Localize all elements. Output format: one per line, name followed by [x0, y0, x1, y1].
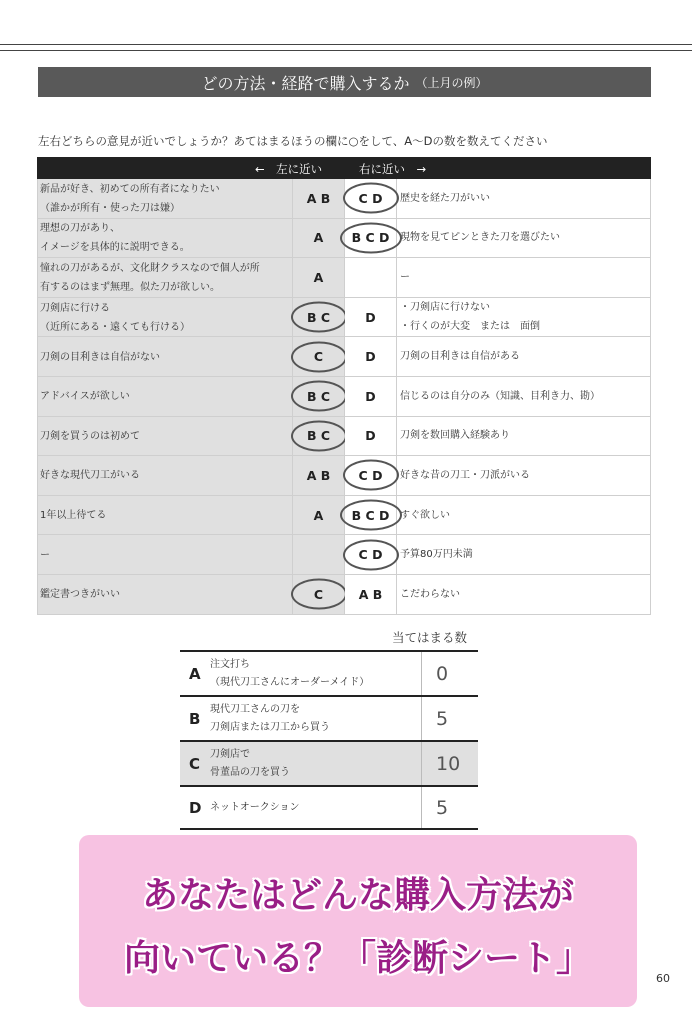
left-code: A	[313, 230, 324, 246]
survey-row	[37, 219, 651, 259]
count-description-line: 現代刀工さんの刀を	[210, 703, 300, 715]
left-code: C	[313, 349, 324, 365]
survey-row	[37, 456, 651, 496]
header-right-label: 右に近い →	[359, 162, 427, 176]
selection-circle	[291, 341, 347, 372]
count-description	[210, 652, 422, 695]
count-letter: B	[189, 709, 201, 728]
left-statement	[37, 575, 293, 614]
left-statement	[37, 535, 293, 574]
selection-circle	[340, 222, 402, 253]
left-code-cell[interactable]	[293, 298, 345, 337]
left-statement-line: ー	[40, 549, 50, 561]
left-statement-line: 1年以上待てる	[40, 510, 107, 522]
survey-row	[37, 337, 651, 377]
left-statement	[37, 298, 293, 337]
headline-line-2: 向いている？「診断シート」	[123, 938, 592, 979]
count-description-line: 骨董品の刀を買う	[210, 766, 290, 778]
right-statement	[397, 575, 651, 614]
left-statement	[37, 258, 293, 297]
left-statement	[37, 219, 293, 258]
selection-circle	[343, 460, 399, 491]
right-code-cell[interactable]	[345, 496, 397, 535]
left-code-cell[interactable]	[293, 377, 345, 416]
right-code-cell[interactable]	[345, 298, 397, 337]
right-statement	[397, 456, 651, 495]
left-code: B C	[306, 309, 331, 325]
left-code: A	[313, 507, 324, 523]
left-statement-line: イメージを具体的に説明できる。	[40, 242, 190, 254]
count-row	[180, 740, 478, 785]
left-code: B C	[306, 428, 331, 444]
headline-banner	[79, 835, 637, 1007]
selection-circle	[291, 420, 347, 451]
instruction-text: 左右どちらの意見が近いでしょうか？あてはまるほうの欄に○をして、A〜Dの数を数えてください	[38, 134, 548, 148]
left-statement	[37, 456, 293, 495]
left-statement-line: 新品が好き、初めての所有者になりたい	[40, 183, 220, 195]
survey-table	[37, 157, 651, 615]
right-code-cell[interactable]	[345, 456, 397, 495]
right-code: B C D	[351, 507, 390, 523]
right-statement	[397, 337, 651, 376]
selection-circle	[343, 183, 399, 214]
right-statement-line: 歴史を経た刀がいい	[400, 192, 490, 204]
count-value[interactable]: 0	[436, 662, 449, 685]
right-statement-line: 好きな昔の刀工・刀派がいる	[400, 469, 530, 481]
header-left-label: ← 左に近い	[255, 162, 323, 176]
survey-row	[37, 179, 651, 219]
count-description-line: 刀剣店で	[210, 748, 250, 760]
survey-row	[37, 298, 651, 338]
right-statement	[397, 417, 651, 456]
section-title-bar	[38, 67, 651, 97]
right-code-cell[interactable]	[345, 337, 397, 376]
left-code: A B	[306, 467, 331, 483]
right-statement-line: 刀剣の目利きは自信がある	[400, 351, 520, 363]
right-code: C D	[358, 467, 383, 483]
count-value[interactable]: 5	[436, 707, 449, 730]
count-value[interactable]: 5	[436, 796, 449, 819]
right-statement	[397, 258, 651, 297]
left-statement-line: 刀剣店に行ける	[40, 302, 110, 314]
page-number: 60	[656, 972, 670, 985]
left-code-cell[interactable]	[293, 337, 345, 376]
right-statement-line: ー	[400, 271, 410, 283]
left-code: C	[313, 586, 324, 602]
left-statement-line: 有するのはまず無理。似た刀が欲しい。	[40, 281, 220, 293]
right-statement-line: すぐ欲しい	[400, 509, 450, 521]
survey-row	[37, 535, 651, 575]
right-code: D	[365, 428, 376, 444]
count-description-line: （現代刀工さんにオーダーメイド）	[210, 676, 370, 688]
headline-line-1: あなたはどんな購入方法が	[141, 875, 574, 916]
right-code: C D	[358, 547, 383, 563]
left-statement	[37, 337, 293, 376]
right-statement-line: ・刀剣店に行けない	[400, 302, 490, 314]
right-code: C D	[358, 190, 383, 206]
left-statement-line: 鑑定書つきがいい	[40, 589, 120, 601]
left-statement-line: 刀剣を買うのは初めて	[40, 430, 140, 442]
right-code: A B	[358, 586, 383, 602]
left-code-cell[interactable]	[293, 496, 345, 535]
left-statement-line: 憧れの刀があるが、文化財クラスなので個人が所	[40, 262, 260, 274]
left-code-cell[interactable]	[293, 258, 345, 297]
right-statement-line: 信じるのは自分のみ（知識、目利き力、勘）	[400, 390, 600, 402]
right-statement-line: 現物を見てピンときた刀を選びたい	[400, 232, 560, 244]
count-row	[180, 695, 478, 740]
left-code: A B	[306, 190, 331, 206]
top-rule	[0, 44, 692, 45]
count-description-line: 刀剣店または刀工から買う	[210, 721, 330, 733]
right-statement	[397, 377, 651, 416]
right-code: B C D	[351, 230, 390, 246]
section-title: どの方法・経路で購入するか	[201, 73, 410, 93]
survey-row	[37, 377, 651, 417]
right-statement	[397, 219, 651, 258]
count-description-line: 注文打ち	[210, 658, 250, 670]
left-code-cell[interactable]	[293, 535, 345, 574]
left-statement-line: アドバイスが欲しい	[40, 391, 130, 403]
count-row	[180, 785, 478, 830]
count-letter: D	[189, 798, 202, 817]
right-code-cell[interactable]	[345, 179, 397, 218]
selection-circle	[291, 579, 347, 610]
selection-circle	[291, 381, 347, 412]
selection-circle	[343, 539, 399, 570]
left-statement	[37, 417, 293, 456]
right-code: D	[365, 349, 376, 365]
right-code-cell[interactable]	[345, 575, 397, 614]
left-statement	[37, 179, 293, 218]
right-statement	[397, 179, 651, 218]
left-statement-line: （近所にある・遠くても行ける）	[40, 321, 190, 333]
left-statement-line: 理想の刀があり、	[40, 223, 120, 235]
left-code-cell[interactable]	[293, 219, 345, 258]
survey-body	[37, 179, 651, 615]
survey-row	[37, 417, 651, 457]
left-statement-line: 好きな現代刀工がいる	[40, 470, 140, 482]
right-code-cell[interactable]	[345, 377, 397, 416]
right-code-cell[interactable]	[345, 535, 397, 574]
right-code-cell[interactable]	[345, 219, 397, 258]
right-statement	[397, 298, 651, 337]
left-code-cell[interactable]	[293, 575, 345, 614]
right-code-cell[interactable]	[345, 417, 397, 456]
count-letter: C	[189, 754, 201, 773]
left-code-cell[interactable]	[293, 456, 345, 495]
left-code-cell[interactable]	[293, 417, 345, 456]
left-statement-line: （誰かが所有・使った刀は嫌）	[40, 202, 180, 214]
right-statement-line: ・行くのが大変 または 面倒	[400, 321, 540, 333]
right-code: D	[365, 309, 376, 325]
survey-row	[37, 258, 651, 298]
section-subtitle: （上月の例）	[415, 75, 488, 90]
count-value[interactable]: 10	[436, 752, 461, 775]
count-title: 当てはまる数	[392, 630, 468, 645]
left-code: A	[313, 269, 324, 285]
count-description-line: ネットオークション	[210, 801, 300, 813]
count-description	[210, 697, 422, 740]
survey-row	[37, 575, 651, 615]
right-statement	[397, 535, 651, 574]
selection-circle	[291, 302, 347, 333]
survey-row	[37, 496, 651, 536]
count-letter: A	[189, 664, 201, 683]
left-statement-line: 刀剣の目利きは自信がない	[40, 351, 160, 363]
right-code-cell[interactable]	[345, 258, 397, 297]
selection-circle	[340, 500, 402, 531]
count-description	[210, 787, 422, 828]
left-statement	[37, 377, 293, 416]
left-code: B C	[306, 388, 331, 404]
right-statement	[397, 496, 651, 535]
right-statement-line: 予算80万円未満	[400, 549, 473, 561]
left-statement	[37, 496, 293, 535]
count-description	[210, 742, 422, 785]
right-code: D	[365, 388, 376, 404]
survey-header	[37, 157, 651, 179]
left-code-cell[interactable]	[293, 179, 345, 218]
right-statement-line: こだわらない	[400, 588, 460, 600]
top-rule-2	[0, 50, 692, 51]
count-table	[180, 650, 478, 830]
right-statement-line: 刀剣を数回購入経験あり	[400, 430, 510, 442]
count-row	[180, 650, 478, 695]
